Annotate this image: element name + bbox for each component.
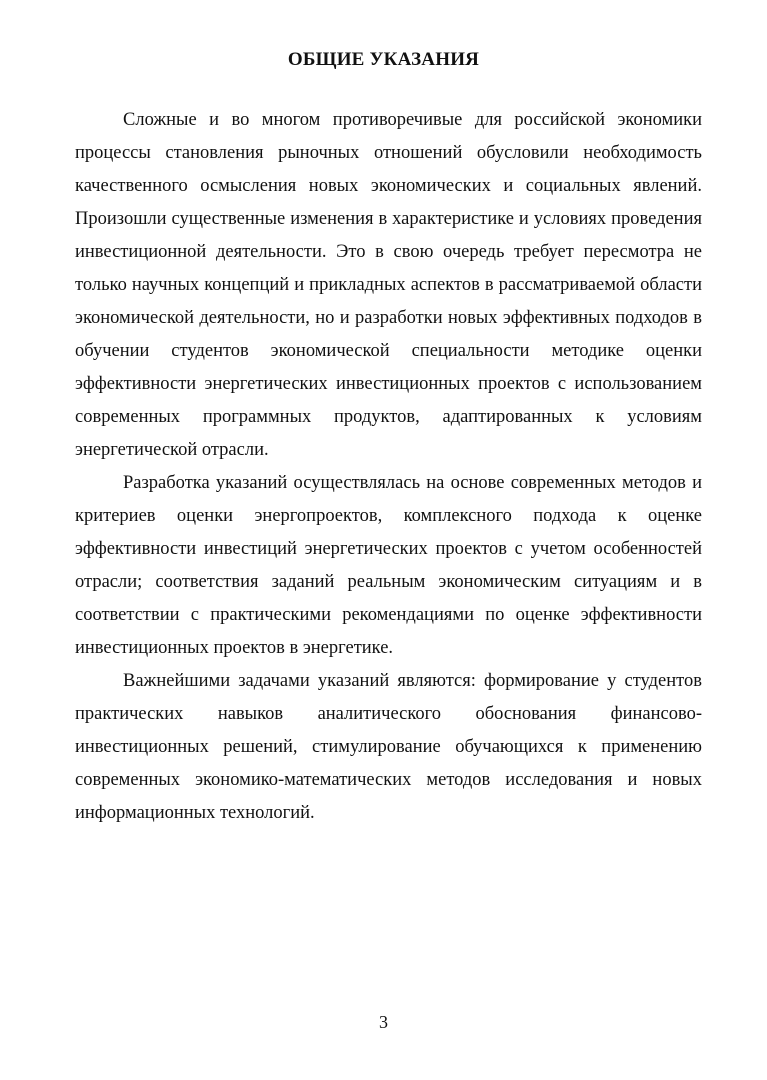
paragraph-development: Разработка указаний осуществлялась на основе современных методов и критериев оценки энергопроектов, комплексного подхода к оценке эффективности инвестиций энергетических проектов с учетом особенностей отрасли; соответствия заданий реальным экономическим ситуациям и в соответствии с практическими рекомендациями по оценке эффективности инвестиционных проектов в энергетике. xyxy=(75,473,702,658)
paragraph-intro: Сложные и во многом противоречивые для российской экономики процессы становления рыночных отношений обусловили необходимость качественного осмысления новых экономических и социальных явлений. Произошли существенные изменения в характеристике и условиях проведения инвестиционной деятельности. Это в свою очередь требует пересмотра не только научных концепций и прикладных аспектов в рассматриваемой области экономической деятельности, но и разработки новых эффективных подходов в обучении студентов экономической специальности методике оценки эффективности энергетических инвестиционных проектов с использованием современных программных продуктов, адаптированных к условиям энергетической отрасли. xyxy=(75,110,702,460)
page-number: 3 xyxy=(379,1012,388,1032)
paragraph-objectives: Важнейшими задачами указаний являются: формирование у студентов практических навыков аналитического обоснования финансово-инвестиционных решений, стимулирование обучающихся к применению современных экономико-математических методов исследования и новых информационных технологий. xyxy=(75,671,702,823)
page-title: ОБЩИЕ УКАЗАНИЯ xyxy=(287,49,480,70)
body-text xyxy=(75,104,702,830)
